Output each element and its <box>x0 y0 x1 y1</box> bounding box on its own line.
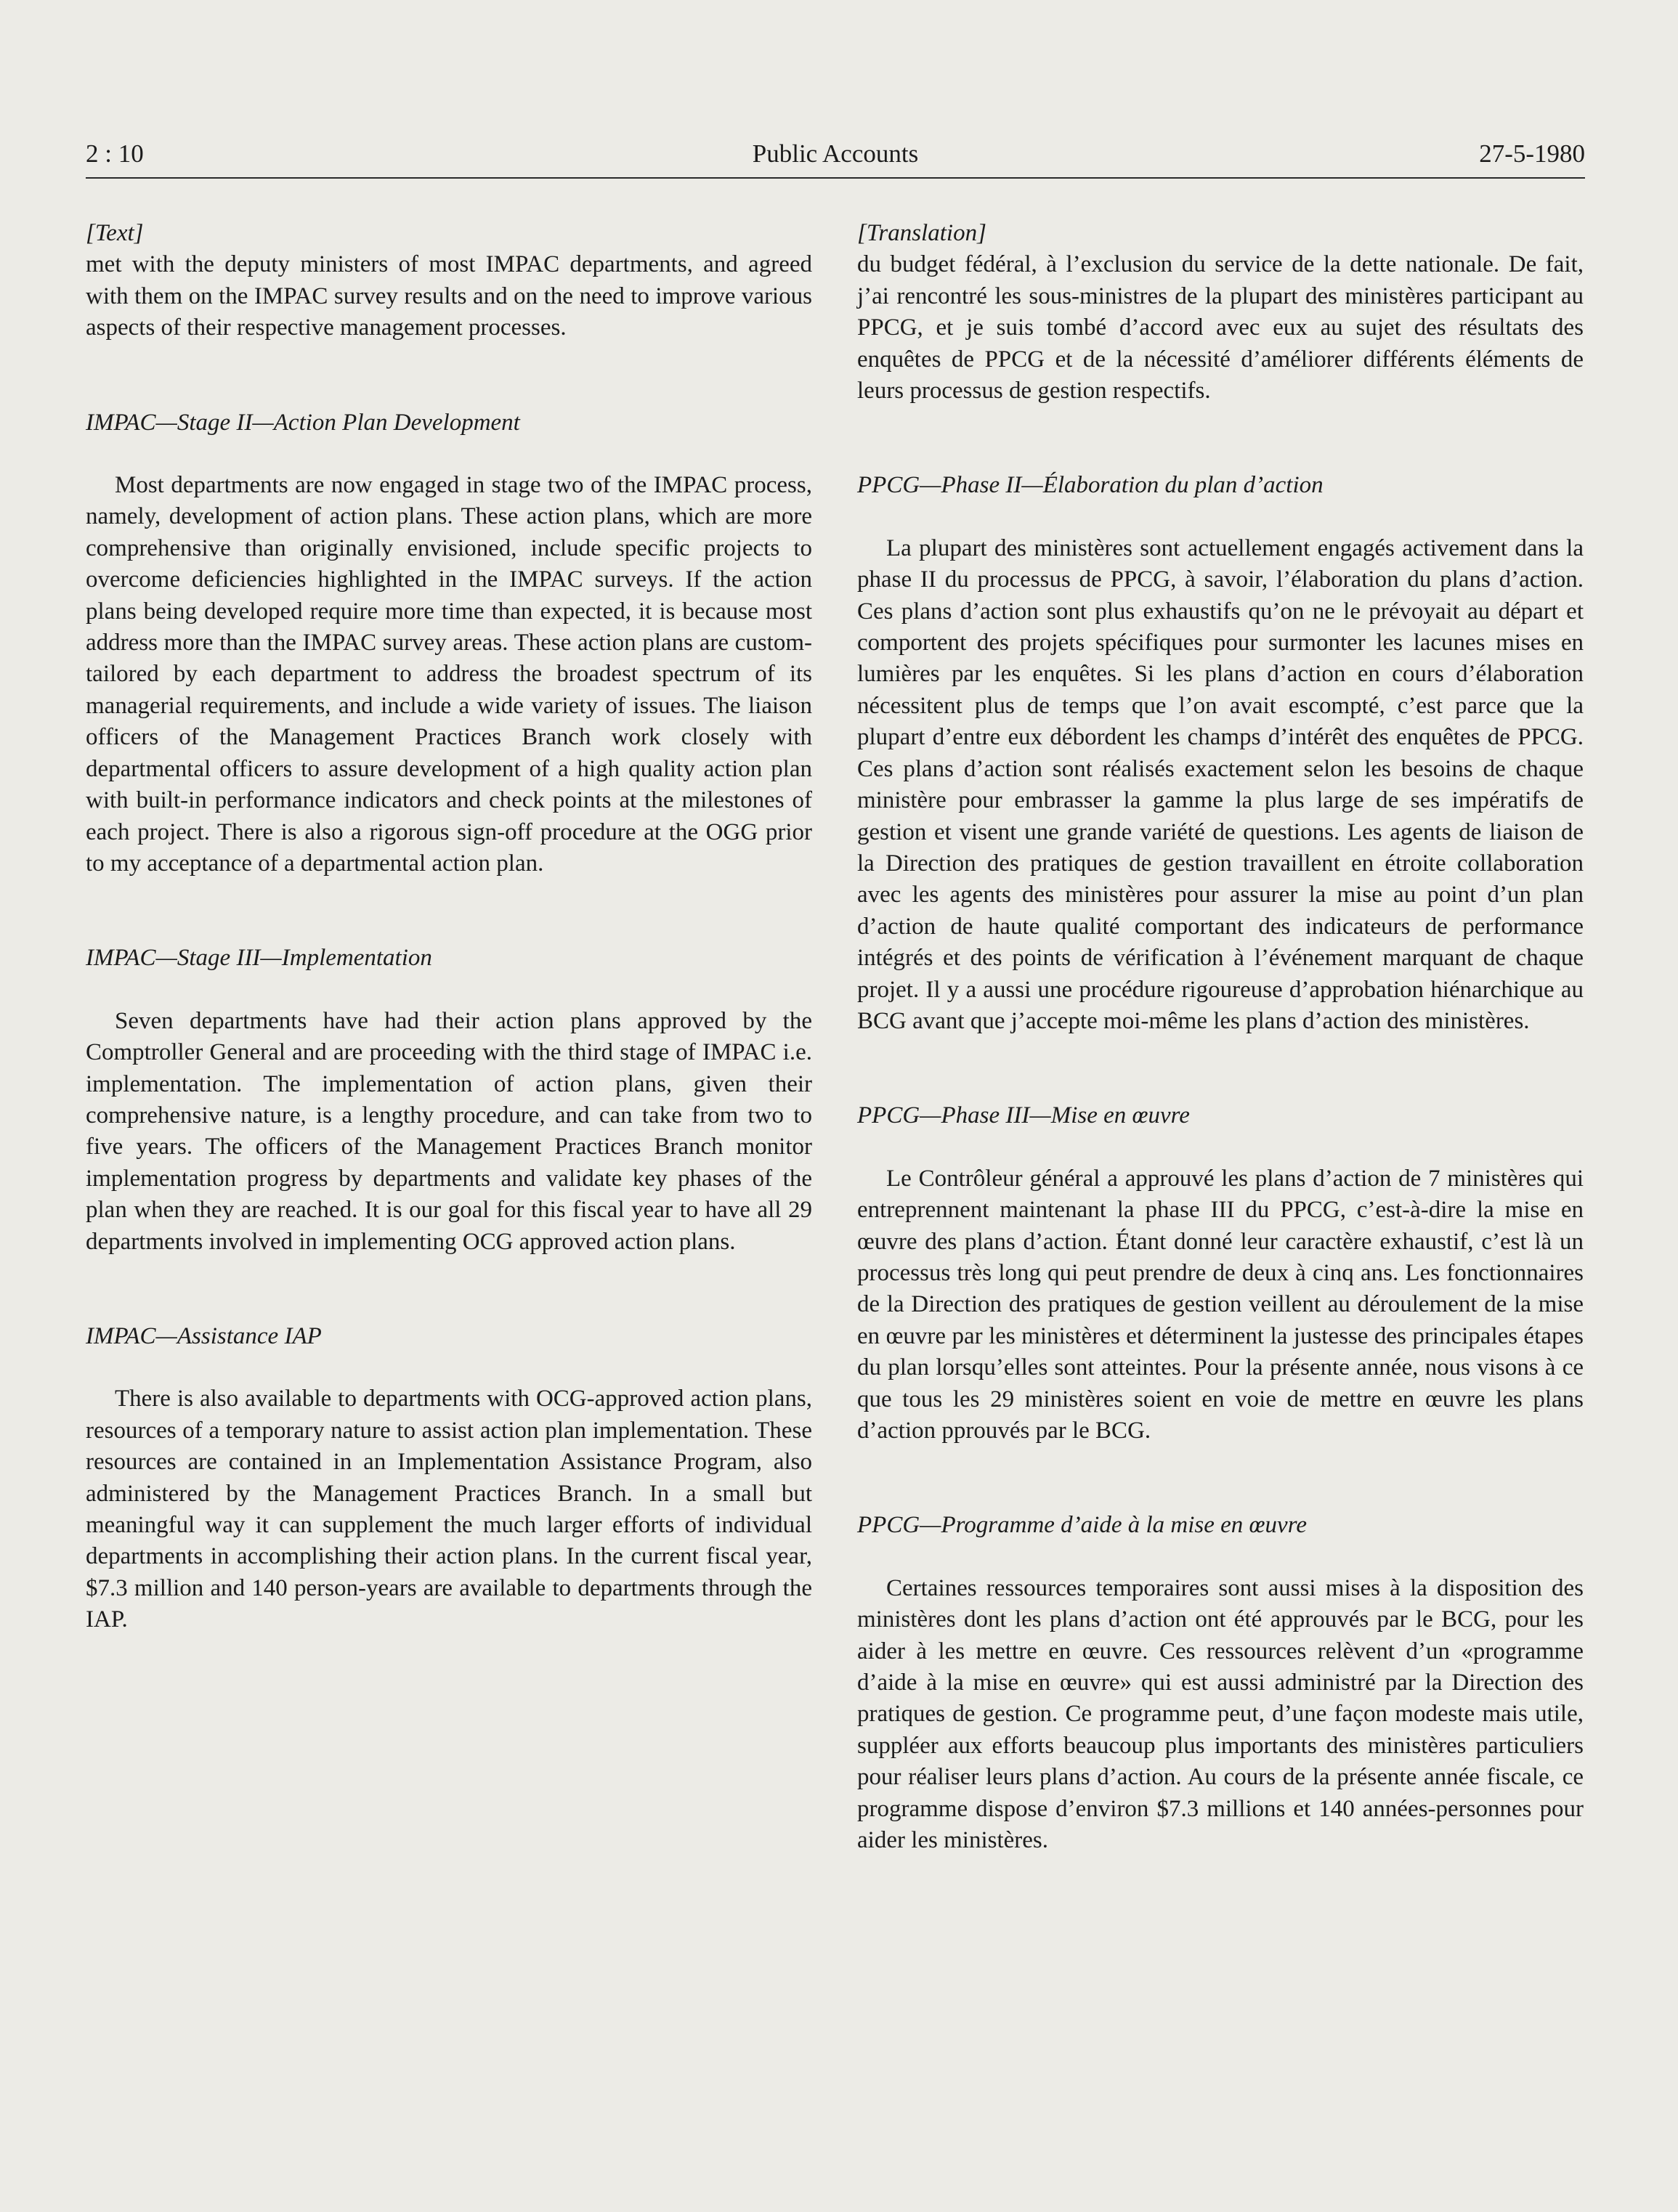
section-heading-programme: PPCG—Programme d’aide à la mise en œuvre <box>857 1512 1307 1539</box>
english-column <box>86 218 812 1636</box>
paragraph-assistance: There is also available to departments with OCG-approved action plans, resources of a temporary nature to assist action plan implementation. These resources are contained in an Implementation Assistance Program, also administered by the Management Practices Branch. In a small but meaningful way it can supplement the much larger efforts of individual departments in accomplishing their action plans. In the current fiscal year, $7.3 million and 140 person-years are available to departments through the IAP. <box>86 1386 812 1633</box>
header-rule <box>86 177 1585 179</box>
section-heading-assistance: IMPAC—Assistance IAP <box>86 1322 322 1349</box>
paragraph-programme: Certaines ressources temporaires sont aussi mises à la disposition des ministères dont les plans d’action ont été approuvés par le BCG, pour les aider à les mettre en œuvre. Ces ressources relèvent d’un «programme d’aide à la mise en œuvre» qui est aussi administré par la Direction des pratiques de gestion. Ce programme peut, d’une façon modeste mais utile, suppléer aux efforts beaucoup plus importants des ministères particuliers pour réaliser leurs plans d’action. Au cours de la présente année fiscale, ce programme dispose d’environ $7.3 millions et 140 années-personnes pour aider les ministères. <box>857 1574 1584 1854</box>
intro-paragraph-fr: du budget fédéral, à l’exclusion du service de la dette nationale. De fait, j’ai rencontré les sous-ministres de la plupart des ministères participant au PPCG, et je suis tombé d’accord avec eux au sujet des résultats des enquêtes de PPCG et de la nécessité d’améliorer différents éléments de leurs processus de gestion respectifs. <box>857 251 1584 404</box>
paragraph-stage-3: Seven departments have had their action plans approved by the Comptroller General and are proceeding with the third stage of IMPAC i.e. implementation. The implementation of action plans, given their comprehensive nature, is a lengthy procedure, and can take from two to five years. The officers of the Management Practices Branch monitor implementation progress by departments and validate key phases of the plan when they are reached. It is our goal for this fiscal year to have all 29 departments involved in implementing OCG approved action plans. <box>86 1007 812 1255</box>
page-header <box>86 139 1585 176</box>
page-number: 2 : 10 <box>86 139 144 168</box>
translation-tag: [Translation] <box>857 220 986 246</box>
paragraph-stage-2: Most departments are now engaged in stage two of the IMPAC process, namely, development of action plans. These action plans, which are more comprehensive than originally envisioned, include specific projects to overcome deficiencies highlighted in the IMPAC surveys. If the action plans being developed require more time than expected, it is because most address more than the IMPAC survey areas. These action plans are custom-tailored by each department to address the broadest spectrum of its managerial requirements, and include a wide variety of issues. The liaison officers of the Management Practices Branch work closely with departmental officers to assure development of a high quality action plan with built-in performance indicators and check points at the milestones of each project. There is also a rigorous sign-off procedure at the OGG prior to my acceptance of a departmental action plan. <box>86 472 812 877</box>
intro-paragraph: met with the deputy ministers of most IMPAC departments, and agreed with them on the IMPAC survey results and on the need to improve various aspects of their respective management processes. <box>86 251 812 341</box>
paragraph-phase-3: Le Contrôleur général a approuvé les plans d’action de 7 ministères qui entreprennent maintenant la phase III du PPCG, c’est-à-dire la mise en œuvre des plans d’action. Étant donné leur caractère exhaustif, c’est là un processus très long qui peut prendre de deux à cinq ans. Les fonctionnaires de la Direction des pratiques de gestion veillent au déroulement de la mise en œuvre par les ministères et déterminent la justesse des principales étapes du plan lorsqu’elles sont atteintes. Pour la présente année, nous visons à ce que tous les 29 ministères soient en voie de mettre en œuvre les plans d’action pprouvés par le BCG. <box>857 1165 1584 1444</box>
section-heading-stage-3: IMPAC—Stage III—Implementation <box>86 945 432 972</box>
header-date: 27-5-1980 <box>1479 139 1585 168</box>
french-column <box>857 218 1584 1856</box>
section-heading-phase-3: PPCG—Phase III—Mise en œuvre <box>857 1102 1190 1129</box>
paragraph-phase-2: La plupart des ministères sont actuellement engagés activement dans la phase II du processus de PPCG, à savoir, l’élaboration du plans d’action. Ces plans d’action sont plus exhaustifs qu’on ne le prévoyait au départ et comportent des projets spécifiques pour surmonter les lacunes mises en lumières par les enquêtes. Si les plans d’action en cours d’élaboration nécessitent plus de temps que l’on avait escompté, c’est parce que la plupart d’entre eux débordent les champs d’intérêt des enquêtes de PPCG. Ces plans d’action sont réalisés exactement selon les besoins de chaque ministère pour embrasser la gamme la plus large de ses impératifs de gestion et visent une grande variété de questions. Les agents de liaison de la Direction des pratiques de gestion travaillent en étroite collaboration avec les agents des ministères pour assurer la mise au point d’un plan d’action de haute qualité comportant des indicateurs de performance intégrés et des points de vérification à l’événement marquant de chaque projet. Il y a aussi une procédure rigoureuse d’approbation hiénarchique au BCG avant que j’accepte moi-même les plans d’action des ministères. <box>857 534 1584 1034</box>
running-title: Public Accounts <box>752 139 919 168</box>
section-heading-phase-2: PPCG—Phase II—Élaboration du plan d’action <box>857 472 1324 499</box>
section-heading-stage-2: IMPAC—Stage II—Action Plan Development <box>86 409 520 436</box>
text-tag: [Text] <box>86 220 144 246</box>
